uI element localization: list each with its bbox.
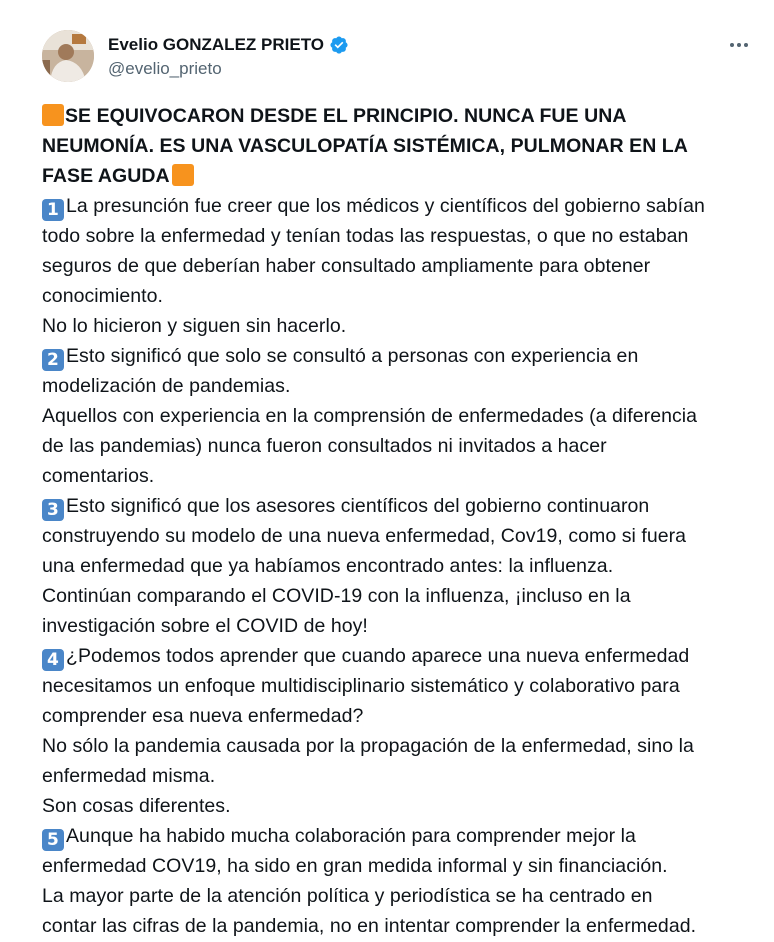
paragraph-4-line: comprender esa nueva enfermedad? [42, 705, 364, 727]
paragraph-4-line: 4 ¿Podemos todos aprender que cuando aparece una nueva enfermedad [42, 641, 766, 671]
paragraph-5-line: contar las cifras de la pandemia, no en intentar comprender la enfermedad. [42, 915, 697, 937]
paragraph-4-line: enfermedad misma. [42, 765, 216, 787]
keycap-2-icon: 2 [42, 349, 64, 371]
paragraph-5-line: 5 Aunque ha habido mucha colaboración para comprender mejor la [42, 821, 766, 851]
paragraph-4-line: No sólo la pandemia causada por la propagación de la enfermedad, sino la [42, 735, 694, 757]
author-names [108, 34, 349, 79]
paragraph-5-line: La mayor parte de la atención política y periodística se ha centrado en [42, 885, 653, 907]
paragraph-3-line: una enfermedad que ya habíamos encontrado antes: la influenza. [42, 555, 614, 577]
keycap-3-icon: 3 [42, 499, 64, 521]
paragraph-2-line: modelización de pandemias. [42, 375, 291, 397]
keycap-5-icon: 5 [42, 829, 64, 851]
handle[interactable]: @evelio_prieto [108, 59, 222, 78]
headline-line-3: FASE AGUDA [42, 161, 766, 191]
orange-square-icon [172, 164, 194, 186]
avatar[interactable] [42, 30, 94, 82]
verified-badge-icon [329, 35, 349, 55]
paragraph-2-line: de las pandemias) nunca fueron consultados ni invitados a hacer [42, 435, 607, 457]
keycap-4-icon: 4 [42, 649, 64, 671]
paragraph-3-line: Continúan comparando el COVID-19 con la influenza, ¡incluso en la [42, 585, 631, 607]
tweet-header [42, 30, 762, 82]
paragraph-2-line: Aquellos con experiencia en la comprensión de enfermedades (a diferencia [42, 405, 698, 427]
paragraph-3-line: investigación sobre el COVID de hoy! [42, 615, 368, 637]
paragraph-1-line: seguros de que deberían haber consultado ampliamente para obtener [42, 255, 651, 277]
headline-line-1: SE EQUIVOCARON DESDE EL PRINCIPIO. NUNCA FUE UNA [42, 101, 766, 131]
paragraph-1-line: 1 La presunción fue creer que los médicos y científicos del gobierno sabían [42, 191, 766, 221]
paragraph-5-line: enfermedad COV19, ha sido en gran medida informal y sin financiación. [42, 855, 668, 877]
paragraph-2-line: 2 Esto significó que solo se consultó a personas con experiencia en [42, 341, 766, 371]
orange-square-icon [42, 104, 64, 126]
more-options-icon[interactable] [726, 32, 752, 58]
avatar-photo-icon [42, 30, 94, 82]
paragraph-3-line: construyendo su modelo de una nueva enfermedad, Cov19, como si fuera [42, 525, 687, 547]
headline-line-2: NEUMONÍA. ES UNA VASCULOPATÍA SISTÉMICA, PULMONAR EN LA [42, 135, 688, 157]
paragraph-1-line: conocimiento. [42, 285, 163, 307]
display-name[interactable]: Evelio GONZALEZ PRIETO [108, 35, 324, 54]
paragraph-4-line: Son cosas diferentes. [42, 795, 231, 817]
display-name-row [108, 34, 349, 56]
tweet-text [42, 101, 766, 941]
paragraph-3-line: 3 Esto significó que los asesores científicos del gobierno continuaron [42, 491, 766, 521]
paragraph-2-line: comentarios. [42, 465, 155, 487]
keycap-1-icon: 1 [42, 199, 64, 221]
paragraph-1-line: todo sobre la enfermedad y tenían todas las respuestas, o que no estaban [42, 225, 689, 247]
paragraph-4-line: necesitamos un enfoque multidisciplinario sistemático y colaborativo para [42, 675, 680, 697]
paragraph-1-line: No lo hicieron y siguen sin hacerlo. [42, 315, 347, 337]
